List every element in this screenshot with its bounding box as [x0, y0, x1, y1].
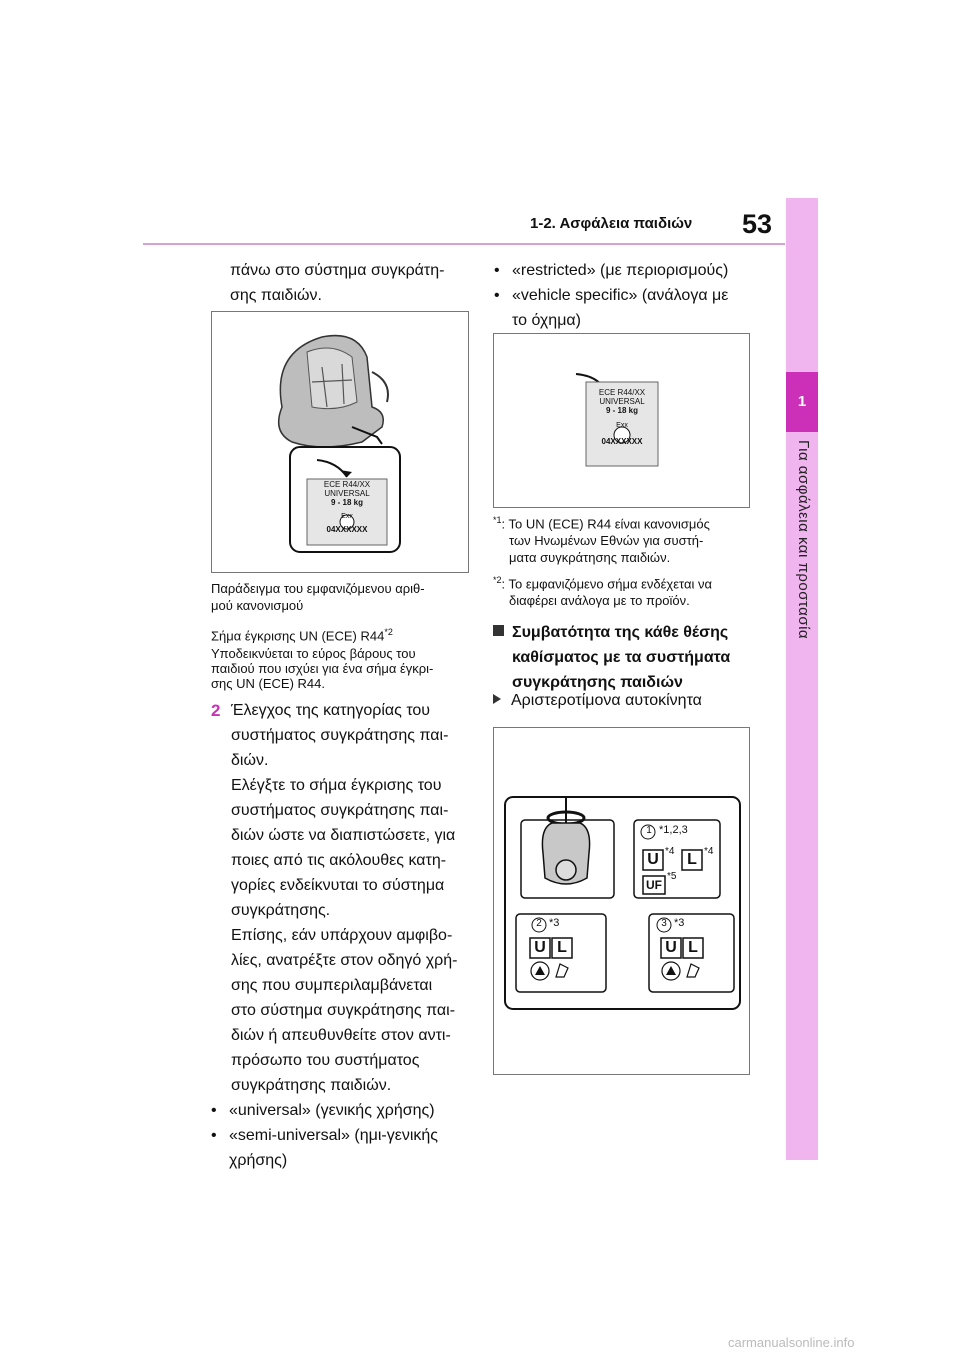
step-line: σης που συμπεριλαμβάνεται [231, 977, 433, 994]
bullet-line: • «vehicle specific» (ανάλογα με [512, 287, 729, 304]
approval-mark-label [211, 624, 393, 644]
label-line: 9 - 18 kg [330, 498, 363, 507]
approval-mark-text: Σήμα έγκρισης UN (ECE) R44 [211, 628, 385, 644]
step-line: πρόσωπο του συστήματος [231, 1052, 420, 1069]
heading-square-icon [493, 625, 504, 636]
label-line: UNIVERSAL [599, 397, 645, 406]
step-line: διών. [231, 752, 269, 769]
weight-note-line: σης UN (ECE) R44. [211, 676, 325, 691]
bullet-item [512, 258, 762, 283]
heading-line: καθίσματος με τα συστήματα [512, 649, 731, 666]
watermark: carmanualsonline.info [728, 1335, 855, 1350]
caption-line: Παράδειγμα του εμφανιζόμενου αριθ- [211, 581, 425, 596]
bullet-line: • «restricted» (με περιορισμούς) [512, 262, 729, 279]
seat-3-note: *3 [674, 917, 685, 929]
footnote-line: των Ηνωμένων Εθνών για συστή- [509, 533, 704, 549]
label-line: Exx [616, 422, 628, 429]
step-line: γορίες ενδείκνυται το σύστημα [231, 877, 445, 894]
subheading-text: Αριστεροτίμονα αυτοκίνητα [511, 692, 702, 709]
seat-1-l-note: *4 [704, 846, 714, 857]
label-line: 9 - 18 kg [605, 406, 638, 415]
figure-caption [211, 580, 471, 614]
label-line: ECE R44/XX [323, 480, 371, 489]
label-line: 04XXXXXX [601, 437, 643, 446]
seat-1-forward-mark: UF [646, 878, 662, 892]
footnote-1 [493, 512, 753, 566]
footnote-mark: *1 [493, 515, 502, 525]
header-rule [143, 243, 785, 245]
seat-1-number: 1 [646, 825, 652, 836]
intro-line: σης παιδιών. [230, 287, 322, 304]
step-line: διών ή απευθυνθείτε στον αντι- [231, 1027, 451, 1044]
step-line: Ελέγξτε το σήμα έγκρισης του [231, 777, 442, 794]
step-line: λίες, ανατρέξτε στον οδηγό χρή- [231, 952, 458, 969]
label-line: UNIVERSAL [324, 489, 370, 498]
approval-mark-sup: *2 [384, 627, 393, 637]
weight-note-line: Υποδεικνύεται το εύρος βάρους του [211, 646, 416, 661]
seat-3-universal-mark: U [665, 939, 677, 956]
triangle-bullet-icon [493, 694, 501, 704]
compatibility-heading [493, 620, 763, 695]
seat-2-universal-mark: U [534, 939, 546, 956]
chapter-tab[interactable]: 1 [786, 372, 818, 432]
caption-line: μού κανονισμού [211, 598, 304, 613]
seat-3-number: 3 [661, 918, 667, 929]
step-line: συστήματος συγκράτησης παι- [231, 802, 449, 819]
section-title: 1-2. Ασφάλεια παιδιών [530, 215, 693, 232]
seat-2-number: 2 [536, 918, 542, 929]
footnote-line: ματα συγκράτησης παιδιών. [509, 550, 671, 566]
footnote-line: διαφέρει ανάλογα με το προϊόν. [509, 593, 690, 609]
step-line: συστήματος συγκράτησης παι- [231, 727, 449, 744]
bullet-item [229, 1123, 479, 1173]
step-line: συγκράτησης παιδιών. [231, 1077, 392, 1094]
label-line: ECE R44/XX [598, 388, 646, 397]
seat-1-isofix-mark: L [687, 851, 697, 868]
footnote-line: : Το UN (ECE) R44 είναι κανονισμός [501, 516, 710, 532]
approval-label [586, 388, 658, 446]
heading-line: Συμβατότητα της κάθε θέσης [512, 624, 729, 641]
step-line: Έλεγχος της κατηγορίας του [231, 702, 431, 719]
label-line: Exx [341, 513, 353, 520]
lhd-subheading [493, 688, 702, 713]
step-line: στο σύστημα συγκράτησης παι- [231, 1002, 456, 1019]
intro-text [230, 258, 444, 308]
approval-label [307, 480, 387, 534]
seat-1-universal-mark: U [647, 851, 659, 868]
seat-1-uf-note: *5 [667, 871, 677, 882]
label-closeup-figure [493, 333, 750, 508]
step-number: 2 [211, 701, 221, 720]
step-line: Επίσης, εάν υπάρχουν αμφιβο- [231, 927, 453, 944]
weight-note-line: παιδιού που ισχύει για ένα σήμα έγκρι- [211, 661, 434, 676]
heading-line: συγκράτησης παιδιών [512, 674, 683, 691]
seat-2-note: *3 [549, 917, 560, 929]
bullet-line: το όχημα) [512, 312, 581, 329]
bullet-line: • «semi-universal» (ημι-γενικής [229, 1127, 439, 1144]
intro-line: πάνω στο σύστημα συγκράτη- [230, 262, 445, 279]
seat-2-isofix-mark: L [557, 939, 567, 956]
bullet-list-left [229, 1098, 479, 1173]
seat-1-note: *1,2,3 [659, 824, 688, 836]
bullet-list-right [512, 258, 762, 333]
chapter-title: Για ασφάλεια και προστασία [795, 440, 812, 640]
bullet-item [512, 283, 762, 333]
seat-3-isofix-mark: L [688, 939, 698, 956]
footnote-mark: *2 [493, 575, 502, 585]
seat-1-u-note: *4 [665, 846, 675, 857]
bullet-line: • «universal» (γενικής χρήσης) [229, 1102, 435, 1119]
seat-compatibility-diagram [493, 727, 750, 1075]
step-line: συγκράτησης. [231, 902, 331, 919]
bullet-line: χρήσης) [229, 1152, 288, 1169]
footnote-line: : Το εμφανιζόμενο σήμα ενδέχεται να [501, 576, 712, 592]
seat-diagram-frame [494, 728, 749, 1074]
step-line: ποιες από τις ακόλουθες κατη- [231, 852, 447, 869]
step-2 [211, 698, 471, 1098]
page-number: 53 [742, 209, 773, 239]
step-line: διών ώστε να διαπιστώσετε, για [231, 827, 456, 844]
label-line: 04XXXXXX [326, 525, 368, 534]
weight-note [211, 646, 471, 691]
bullet-item [229, 1098, 479, 1123]
side-tab-strip [786, 198, 818, 1160]
footnote-2 [493, 572, 753, 609]
child-seat-figure [211, 311, 469, 573]
